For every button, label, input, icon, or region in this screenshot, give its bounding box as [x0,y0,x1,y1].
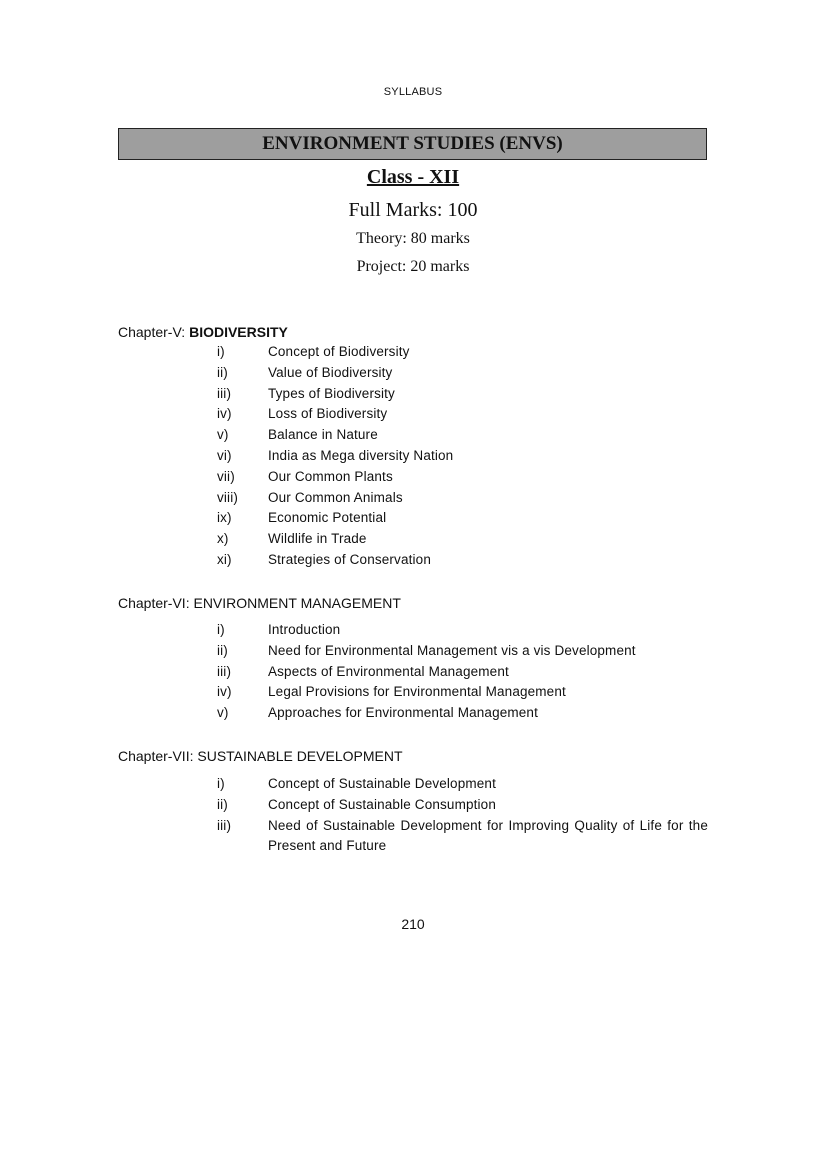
topic-text: Concept of Biodiversity [268,344,410,359]
list-item [118,795,718,816]
topic-number: ii) [217,642,228,658]
topic-text: Need for Environmental Management vis a vis Development [268,642,636,658]
topic-number: vi) [217,447,232,463]
topic-number: ix) [217,510,232,526]
topic-number: iii) [217,663,232,679]
topic-number: iii) [217,817,232,833]
list-item [118,467,718,488]
chapter-heading [118,593,718,613]
list-item [118,620,718,641]
list-item [118,703,718,724]
topic-text: Introduction [268,622,341,637]
list-item [118,342,718,363]
topic-text: Strategies of Conservation [268,551,431,567]
topic-text: Concept of Sustainable Development [268,776,496,791]
list-item [118,488,718,509]
topic-number: i) [217,622,225,637]
list-item [118,682,718,703]
list-item [118,774,718,795]
topic-number: i) [217,776,225,791]
full-marks: Full Marks: 100 [348,199,478,221]
topic-text: Our Common Plants [268,468,393,484]
topic-text: Types of Biodiversity [268,385,395,401]
topic-number: viii) [217,489,238,505]
topic-number: iii) [217,385,232,401]
chapter-prefix: Chapter-V: [118,324,186,340]
page-number: 210 [401,916,425,932]
topic-text: Our Common Animals [268,489,403,505]
topic-text: Approaches for Environmental Management [268,705,538,721]
topic-number: i) [217,344,225,359]
topic-number: ii) [217,364,228,380]
class-label: Class - XII [366,166,460,188]
topic-number: xi) [217,551,232,567]
chapter-sustainable-development [118,746,718,857]
topic-text: Loss of Biodiversity [268,406,388,422]
topic-number: iv) [217,684,232,700]
list-item [118,662,718,683]
chapter-environment-management [118,593,718,724]
chapter-prefix: Chapter-VII: [118,748,194,764]
topic-number: v) [217,705,229,721]
topic-text: Concept of Sustainable Consumption [268,796,496,812]
topic-text: Balance in Nature [268,427,378,443]
chapter-name: ENVIRONMENT MANAGEMENT [193,595,401,611]
list-item [118,550,718,571]
theory-marks: Theory: 80 marks [356,230,470,247]
chapter-name: SUSTAINABLE DEVELOPMENT [197,748,403,764]
topic-list [118,620,718,724]
topic-number: vii) [217,468,235,484]
subject-title: ENVIRONMENT STUDIES (ENVS) [262,133,563,154]
topic-text: Wildlife in Trade [268,531,367,547]
topic-number: iv) [217,406,232,422]
list-item [118,446,718,467]
project-marks: Project: 20 marks [356,258,470,275]
topic-text: India as Mega diversity Nation [268,447,454,463]
list-item [118,508,718,529]
topic-text: Economic Potential [268,510,387,526]
topic-text: Aspects of Environmental Management [268,663,509,679]
topic-number: v) [217,427,229,443]
list-item [118,384,718,405]
running-head: SYLLABUS [383,86,443,98]
list-item [118,529,718,550]
topic-list [118,774,718,857]
topic-number: ii) [217,796,228,812]
list-item [118,425,718,446]
chapter-name: BIODIVERSITY [189,324,288,340]
chapter-heading [118,322,718,342]
chapter-prefix: Chapter-VI: [118,595,190,611]
subject-title-box [118,128,707,160]
topic-text: Legal Provisions for Environmental Management [268,684,566,700]
topic-text: Need of Sustainable Development for Improving Quality of Life for the Present and Future [268,817,708,854]
list-item [118,404,718,425]
list-item [118,363,718,384]
topic-number: x) [217,531,229,547]
chapter-heading [118,746,718,766]
list-item [118,816,718,858]
list-item [118,641,718,662]
topic-list [118,342,718,571]
chapter-biodiversity [118,322,718,571]
topic-text: Value of Biodiversity [268,364,393,380]
